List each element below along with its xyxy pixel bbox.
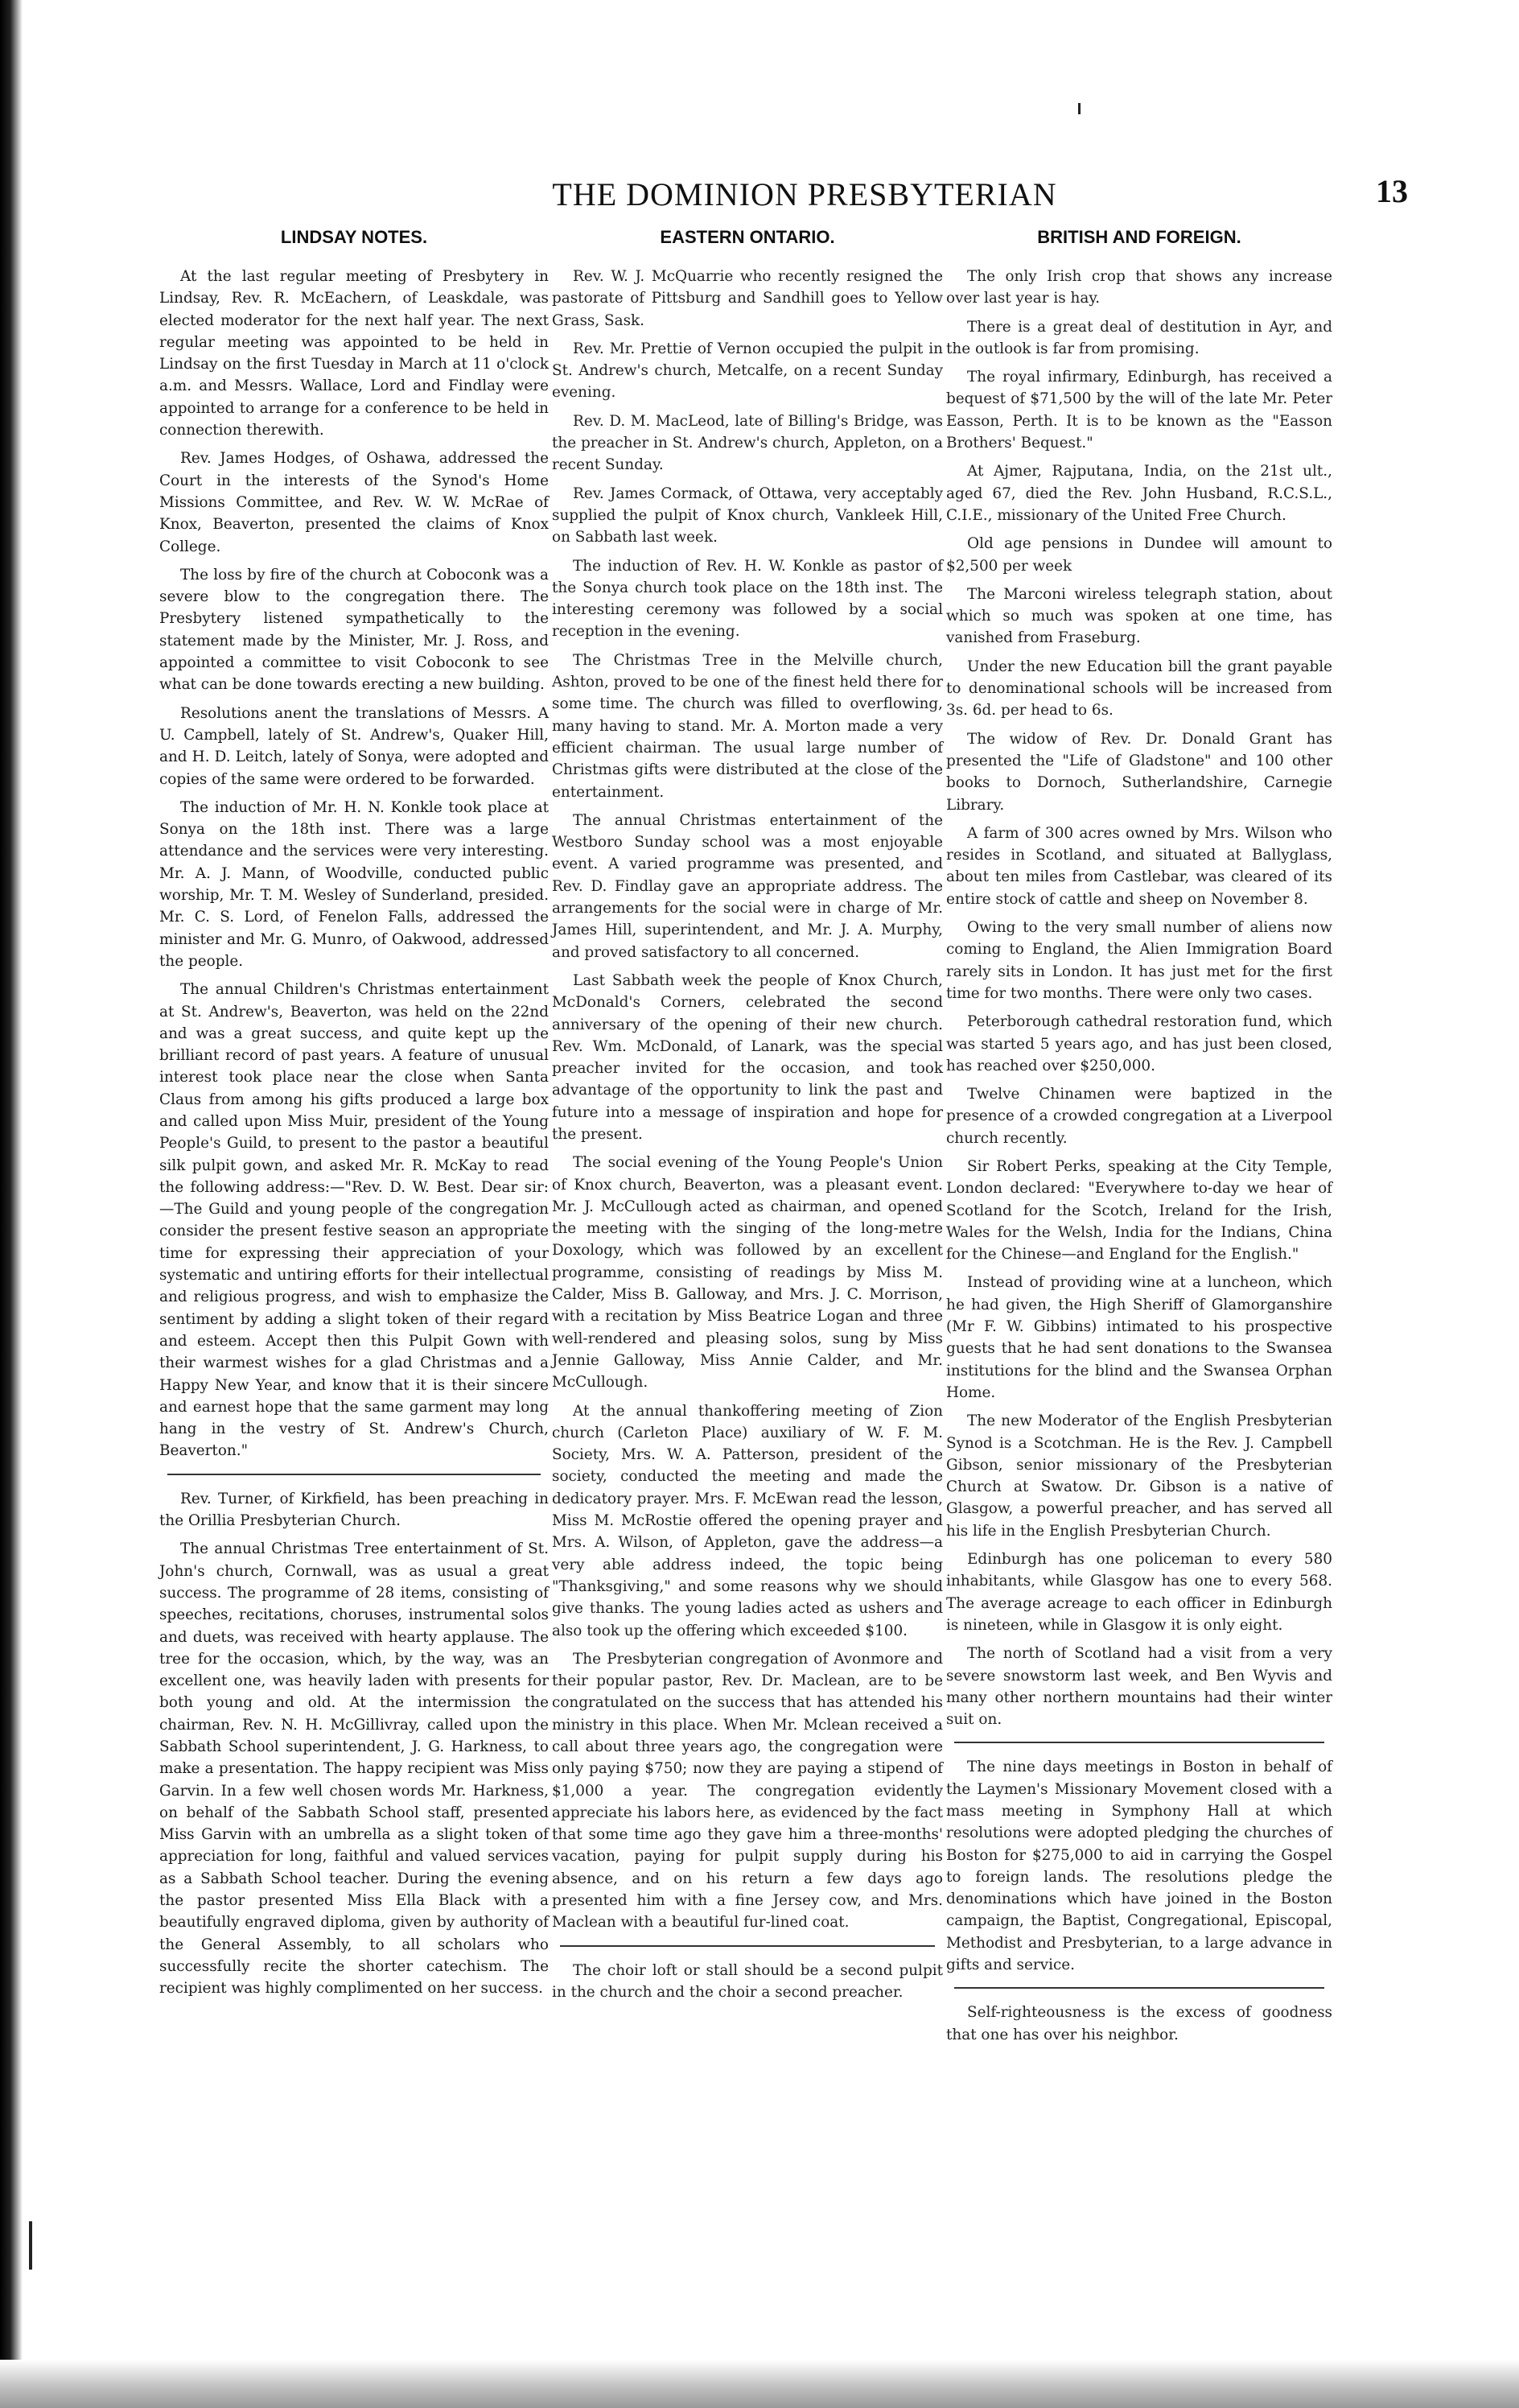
article-paragraph: Owing to the very small number of aliens now coming to England, the Alien Immigration Board rarely sits in London. It has just met for the first time for two months. There were only two cases. — [946, 919, 1332, 1002]
masthead — [153, 175, 1408, 224]
article-paragraph: The only Irish crop that shows any increase over last year is hay. — [946, 268, 1332, 307]
article-paragraph: At the last regular meeting of Presbytery in Lindsay, Rev. R. McEachern, of Leaskdale, was elected moderator for the next half year. The next regular meeting was appointed to be held in Lindsay on the first Tuesday in March at 11 o'clock a.m. and Messrs. Wallace, Lord and Findlay were appointed to arrange for a conference to be held in connection therewith. — [159, 268, 549, 439]
scan-bottom-shadow — [0, 2360, 1519, 2408]
article-paragraph: The widow of Rev. Dr. Donald Grant has presented the "Life of Gladstone" and 100 other books to Dornoch, Sutherlandshire, Carnegie Library. — [946, 730, 1332, 814]
article-paragraph: The annual Children's Christmas entertainment at St. Andrew's, Beaverton, was held on the 22nd and was a great success, and quite kept up the brilliant record of past years. A feature of unusual interest took place near the close when Santa Claus from among his gifts produced a large box and called upon Miss Muir, president of the Young People's Guild, to present to the pastor a beautiful silk pulpit gown, and asked Mr. R. McKay to read the following address:—"Rev. D. W. Best. Dear sir:—The Guild and young people of the congregation consider the present festive season an appropriate time for expressing their appreciation of your systematic and untiring efforts for their intellectual and religious progress, and wish to emphasize the sentiment by adding a slight token of their regard and esteem. Accept then this Pulpit Gown with their warmest wishes for a glad Christmas and a Happy New Year, and know that it is their sincere and earnest hope that the same garment may long hang in the vestry of St. Andrew's Church, Beaverton." — [159, 981, 549, 1460]
article-paragraph: Rev. James Hodges, of Oshawa, addressed the Court in the interests of the Synod's Home Missions Committee, and Rev. W. W. McRae of Knox, Beaverton, presented the claims of Knox College. — [159, 450, 549, 555]
column-divider-rule — [954, 1987, 1325, 1989]
newspaper-title: THE DOMINION PRESBYTERIAN — [552, 176, 1057, 212]
section-heading: EASTERN ONTARIO. — [660, 227, 835, 247]
article-paragraph: The Presbyterian congregation of Avonmore and their popular pastor, Rev. Dr. Maclean, are to be congratulated on the success that has attended his ministry in this place. When Mr. Mclean received a call about three years ago, the congregation were only paying $750; now they are paying a stipend of $1,000 a year. The congregation evidently appreciate his labors here, as evidenced by the fact that some time ago they gave him a three-months' vacation, paying for pulpit supply during his absence, and on his return a few days ago presented him with a fine Jersey cow, and Mrs. Maclean with a beautiful fur-lined coat. — [552, 1650, 943, 1932]
article-paragraph: The social evening of the Young People's Union of Knox church, Beaverton, was a pleasant event. Mr. J. McCullough acted as chairman, and opened the meeting with the singing of the long-metre Doxology, which was followed by an excellent programme, consisting of readings by Miss M. Calder, Miss B. Galloway, and Mrs. J. C. Morrison, with a recitation by Miss Beatrice Logan and three well-rendered and pleasing solos, sung by Miss Jennie Galloway, Miss Annie Calder, and Mr. McCullough. — [552, 1154, 943, 1392]
article-paragraph: The Christmas Tree in the Melville church, Ashton, proved to be one of the finest held there for some time. The church was filled to overflowing, many having to stand. Mr. A. Morton made a very efficient chairman. The usual large number of Christmas gifts were distributed at the close of the entertainment. — [552, 651, 943, 801]
article-paragraph: Edinburgh has one policeman to every 580 inhabitants, while Glasgow has one to every 568. The average acreage to each officer in Edinburgh is nineteen, while in Glasgow it is only eight. — [946, 1551, 1332, 1634]
article-paragraph: The loss by fire of the church at Coboconk was a severe blow to the congregation there. The Presbytery listened sympathetically to the statement made by the Minister, Mr. J. Ross, and appointed a committee to visit Coboconk to see what can be done towards erecting a new building. — [159, 566, 549, 694]
article-paragraph: The north of Scotland had a visit from a very severe snowstorm last week, and Ben Wyvis and many other northern mountains had their winter suit on. — [946, 1645, 1332, 1729]
scan-speck — [1078, 103, 1081, 114]
article-paragraph: Rev. W. J. McQuarrie who recently resigned the pastorate of Pittsburg and Sandhill goes to Yellow Grass, Sask. — [552, 268, 943, 329]
article-paragraph: The annual Christmas entertainment of the Westboro Sunday school was a most enjoyable event. A varied programme was presented, and Rev. D. Findlay gave an appropriate address. The arrangements for the social were in charge of Mr. James Hill, superintendent, and Mr. J. A. Murphy, and proved satisfactory to all concerned. — [552, 811, 943, 961]
scan-speck — [29, 2221, 32, 2270]
article-paragraph: Rev. Mr. Prettie of Vernon occupied the pulpit in St. Andrew's church, Metcalfe, on a recent Sunday evening. — [552, 340, 943, 402]
article-paragraph: A farm of 300 acres owned by Mrs. Wilson who resides in Scotland, and situated at Ballyglass, about ten miles from Castlebar, was cleared of its entire stock of cattle and sheep on November 8. — [946, 824, 1332, 908]
column-lindsay-notes — [159, 227, 549, 2006]
article-paragraph: The Marconi wireless telegraph station, about which so much was spoken at one time, has vanished from Fraseburg. — [946, 585, 1332, 647]
column-eastern-ontario — [552, 227, 943, 2010]
page-number: 13 — [1376, 173, 1408, 209]
section-heading: BRITISH AND FOREIGN. — [1037, 227, 1241, 247]
article-paragraph: Peterborough cathedral restoration fund, which was started 5 years ago, and has just been closed, has reached over $250,000. — [946, 1013, 1332, 1074]
article-paragraph: Sir Robert Perks, speaking at the City Temple, London declared: "Everywhere to-day we hear of Scotland for the Scotch, Ireland for the Irish, Wales for the Welsh, India for the Indians, China for the Chinese—and England for the English." — [946, 1157, 1332, 1264]
article-paragraph: Self-righteousness is the excess of goodness that one has over his neighbor. — [946, 2004, 1332, 2043]
article-paragraph: The induction of Mr. H. N. Konkle took place at Sonya on the 18th inst. There was a large attendance and the services were very interesting. Mr. A. J. Mann, of Woodville, conducted public worship, Mr. T. M. Wesley of Sunderland, presided. Mr. C. S. Lord, of Fenelon Falls, addressed the minister and Mr. G. Munro, of Oakwood, addressed the people. — [159, 798, 549, 970]
article-paragraph: Instead of providing wine at a luncheon, which he had given, the High Sheriff of Glamorganshire (Mr F. W. Gibbins) intimated to his prospective guests that he had sent donations to the Swansea institutions for the blind and the Swansea Orphan Home. — [946, 1274, 1332, 1401]
article-paragraph: The new Moderator of the English Presbyterian Synod is a Scotchman. He is the Rev. J. Campbell Gibson, senior missionary of the Presbyterian Church at Swatow. Dr. Gibson is a native of Glasgow, a powerful preacher, and has served all his life in the English Presbyterian Church. — [946, 1412, 1332, 1540]
article-paragraph: Resolutions anent the translations of Messrs. A U. Campbell, lately of St. Andrew's, Quaker Hill, and H. D. Leitch, lately of Sonya, were adopted and copies of the same were ordered to be forwarded. — [159, 704, 549, 788]
article-paragraph: The annual Christmas Tree entertainment of St. John's church, Cornwall, was as usual a great success. The programme of 28 items, consisting of speeches, recitations, choruses, instrumental solos and duets, was received with hearty applause. The tree for the occasion, which, by the way, was an excellent one, was heavily laden with presents for both young and old. At the intermission the chairman, Rev. N. H. McGillivray, called upon the Sabbath School superintendent, J. G. Harkness, to make a presentation. The happy recipient was Miss Garvin. In a few well chosen words Mr. Harkness, on behalf of the Sabbath School staff, presented Miss Garvin with an umbrella as a slight token of appreciation for long, faithful and valued services as a Sabbath School teacher. During the evening the pastor presented Miss Ella Black with a beautifully engraved diploma, given by authority of the General Assembly, to all scholars who successfully recite the shorter catechism. The recipient was highly complimented on her success. — [159, 1540, 549, 1998]
article-paragraph: Twelve Chinamen were baptized in the presence of a crowded congregation at a Liverpool church recently. — [946, 1086, 1332, 1147]
article-paragraph: Old age pensions in Dundee will amount to $2,500 per week — [946, 535, 1332, 575]
article-paragraph: Rev. Turner, of Kirkfield, has been preaching in the Orillia Presbyterian Church. — [159, 1490, 549, 1530]
article-paragraph: The nine days meetings in Boston in behalf of the Laymen's Missionary Movement closed with a mass meeting in Symphony Hall at which resolutions were adopted pledging the churches of Boston for $275,000 to aid in carrying the Gospel to foreign lands. The resolutions pledge the denominations which have joined in the Boston campaign, the Baptist, Congregational, Episcopal, Methodist and Presbyterian, to a large advance in gifts and service. — [946, 1759, 1332, 1974]
article-paragraph: Rev. D. M. MacLeod, late of Billing's Bridge, was the preacher in St. Andrew's church, Appleton, on a recent Sunday. — [552, 412, 943, 474]
section-heading: LINDSAY NOTES. — [280, 227, 428, 247]
column-divider-rule — [167, 1474, 541, 1475]
article-paragraph: The royal infirmary, Edinburgh, has received a bequest of $71,500 by the will of the late Mr. Peter Easson, Perth. It is to be known as the "Easson Brothers' Bequest." — [946, 369, 1332, 452]
article-paragraph: Last Sabbath week the people of Knox Church, McDonald's Corners, celebrated the second anniversary of the opening of their new church. Rev. Wm. McDonald, of Lanark, was the special preacher invited for the occasion, and took advantage of the opportunity to link the past and future into a message of inspiration and hope for the present. — [552, 971, 943, 1143]
article-paragraph: There is a great deal of destitution in Ayr, and the outlook is far from promising. — [946, 318, 1332, 357]
column-divider-rule — [954, 1742, 1325, 1743]
column-british-and-foreign — [946, 227, 1332, 2052]
article-paragraph: Under the new Education bill the grant payable to denominational schools will be increased from 3s. 6d. per head to 6s. — [946, 658, 1332, 720]
article-paragraph: At Ajmer, Rajputana, India, on the 21st ult., aged 67, died the Rev. John Husband, R.C.S.L., C.I.E., missionary of the United Free Church. — [946, 463, 1332, 524]
column-divider-rule — [560, 1945, 936, 1947]
article-paragraph: The choir loft or stall should be a second pulpit in the church and the choir a second preacher. — [552, 1961, 943, 2001]
scan-edge-shadow — [0, 0, 23, 2408]
article-paragraph: Rev. James Cormack, of Ottawa, very acceptably supplied the pulpit of Knox church, Vankleek Hill, on Sabbath last week. — [552, 484, 943, 546]
article-paragraph: At the annual thankoffering meeting of Zion church (Carleton Place) auxiliary of W. F. M. Society, Mrs. W. A. Patterson, president of the society, conducted the meeting and made the dedicatory prayer. Mrs. F. McEwan read the lesson, Miss M. McRostie offered the opening prayer and Mrs. A. Wilson, of Appleton, gave the address—a very able address indeed, the topic being "Thanksgiving," and some reasons why we should give thanks. The young ladies acted as ushers and also took up the offering which exceeded $100. — [552, 1402, 943, 1639]
article-paragraph: The induction of Rev. H. W. Konkle as pastor of the Sonya church took place on the 18th inst. The interesting ceremony was followed by a social reception in the evening. — [552, 557, 943, 641]
